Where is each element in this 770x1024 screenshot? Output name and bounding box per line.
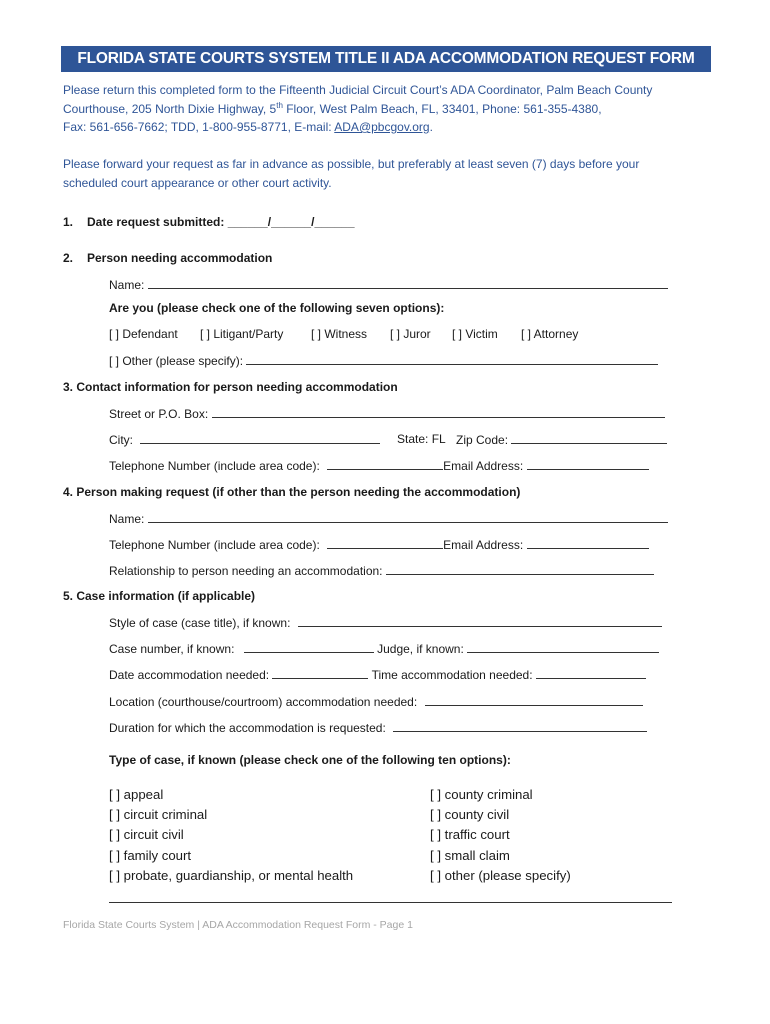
relationship-row: Relationship to person needing an accommodation: bbox=[109, 563, 654, 578]
phone-row-3: Telephone Number (include area code): Email Address: bbox=[109, 458, 649, 473]
role-option-defendant[interactable]: [ ] Defendant bbox=[109, 327, 178, 341]
case-style-field[interactable] bbox=[298, 615, 662, 627]
case-number-row: Case number, if known: Judge, if known: bbox=[109, 641, 659, 656]
requester-name-row: Name: bbox=[109, 511, 668, 526]
role-option-litigant[interactable]: [ ] Litigant/Party bbox=[200, 327, 284, 341]
role-other-field[interactable] bbox=[246, 353, 658, 365]
case-type-family-court[interactable]: [ ] family court bbox=[109, 848, 192, 863]
city-field[interactable] bbox=[140, 432, 380, 444]
role-option-victim[interactable]: [ ] Victim bbox=[452, 327, 498, 341]
name-field[interactable] bbox=[148, 277, 668, 289]
forward-line-2: scheduled court appearance or other court activity. bbox=[63, 176, 332, 190]
case-type-other[interactable]: [ ] other (please specify) bbox=[430, 868, 571, 883]
section-4-heading: 4. Person making request (if other than the person needing the accommodation) bbox=[63, 485, 521, 499]
duration-row: Duration for which the accommodation is requested: bbox=[109, 720, 647, 735]
case-number-field[interactable] bbox=[244, 641, 374, 653]
name-row: Name: bbox=[109, 277, 668, 292]
forward-line-1: Please forward your request as far in advance as possible, but preferably at least seven (7) days before your bbox=[63, 157, 640, 171]
case-type-county-criminal[interactable]: [ ] county criminal bbox=[430, 787, 533, 802]
relationship-field[interactable] bbox=[386, 563, 654, 575]
location-field[interactable] bbox=[425, 694, 643, 706]
street-field[interactable] bbox=[212, 406, 665, 418]
state-label: State: FL bbox=[397, 432, 446, 446]
city-row: City: bbox=[109, 432, 380, 447]
case-type-county-civil[interactable]: [ ] county civil bbox=[430, 807, 510, 822]
other-specify-field[interactable] bbox=[109, 901, 672, 903]
role-question: Are you (please check one of the following seven options): bbox=[109, 301, 445, 315]
intro-line-2: Courthouse, 205 North Dixie Highway, 5th Floor, West Palm Beach, FL, 33401, Phone: 561-355-4380, bbox=[63, 101, 602, 116]
phone-field-4[interactable] bbox=[327, 537, 443, 549]
case-type-traffic-court[interactable]: [ ] traffic court bbox=[430, 827, 510, 842]
street-row: Street or P.O. Box: bbox=[109, 406, 665, 421]
location-row: Location (courthouse/courtroom) accommodation needed: bbox=[109, 694, 643, 709]
section-5-heading: 5. Case information (if applicable) bbox=[63, 589, 256, 603]
intro-line-1: Please return this completed form to the Fifteenth Judicial Circuit Court’s ADA Coordinator, Palm Beach County bbox=[63, 83, 653, 97]
role-option-other-row bbox=[109, 353, 658, 368]
section-3-heading: 3. Contact information for person needing accommodation bbox=[63, 380, 398, 394]
zip-field[interactable] bbox=[511, 432, 667, 444]
date-needed-field[interactable] bbox=[272, 667, 368, 679]
section-2-heading: 2. Person needing accommodation bbox=[63, 251, 273, 265]
intro-line-3: Fax: 561-656-7662; TDD, 1-800-955-8771, E-mail: ADA@pbcgov.org. bbox=[63, 120, 433, 134]
case-type-circuit-criminal[interactable]: [ ] circuit criminal bbox=[109, 807, 208, 822]
case-type-question: Type of case, if known (please check one of the following ten options): bbox=[109, 753, 511, 767]
role-option-attorney[interactable]: [ ] Attorney bbox=[521, 327, 579, 341]
email-field-4[interactable] bbox=[527, 537, 649, 549]
date-submitted-field[interactable]: Date request submitted: ______/______/______ bbox=[87, 215, 355, 229]
form-title: FLORIDA STATE COURTS SYSTEM TITLE II ADA ACCOMMODATION REQUEST FORM bbox=[61, 46, 711, 72]
duration-field[interactable] bbox=[393, 720, 647, 732]
email-link[interactable]: ADA@pbcgov.org bbox=[334, 120, 430, 134]
judge-field[interactable] bbox=[467, 641, 659, 653]
time-needed-field[interactable] bbox=[536, 667, 646, 679]
phone-field-3[interactable] bbox=[327, 458, 443, 470]
page-footer: Florida State Courts System | ADA Accommodation Request Form - Page 1 bbox=[63, 919, 413, 931]
role-option-juror[interactable]: [ ] Juror bbox=[390, 327, 431, 341]
role-option-other[interactable]: [ ] Other (please specify): bbox=[109, 354, 244, 368]
case-style-row: Style of case (case title), if known: bbox=[109, 615, 662, 630]
case-type-circuit-civil[interactable]: [ ] circuit civil bbox=[109, 827, 184, 842]
section-1: 1. Date request submitted: ______/______/______ bbox=[63, 215, 355, 229]
date-needed-row: Date accommodation needed: Time accommodation needed: bbox=[109, 667, 646, 682]
case-type-probate[interactable]: [ ] probate, guardianship, or mental health bbox=[109, 868, 354, 883]
role-option-witness[interactable]: [ ] Witness bbox=[311, 327, 368, 341]
requester-name-field[interactable] bbox=[148, 511, 668, 523]
zip-row: Zip Code: bbox=[456, 432, 667, 447]
case-type-appeal[interactable]: [ ] appeal bbox=[109, 787, 164, 802]
case-type-small-claim[interactable]: [ ] small claim bbox=[430, 848, 510, 863]
email-field-3[interactable] bbox=[527, 458, 649, 470]
phone-row-4: Telephone Number (include area code): Email Address: bbox=[109, 537, 649, 552]
